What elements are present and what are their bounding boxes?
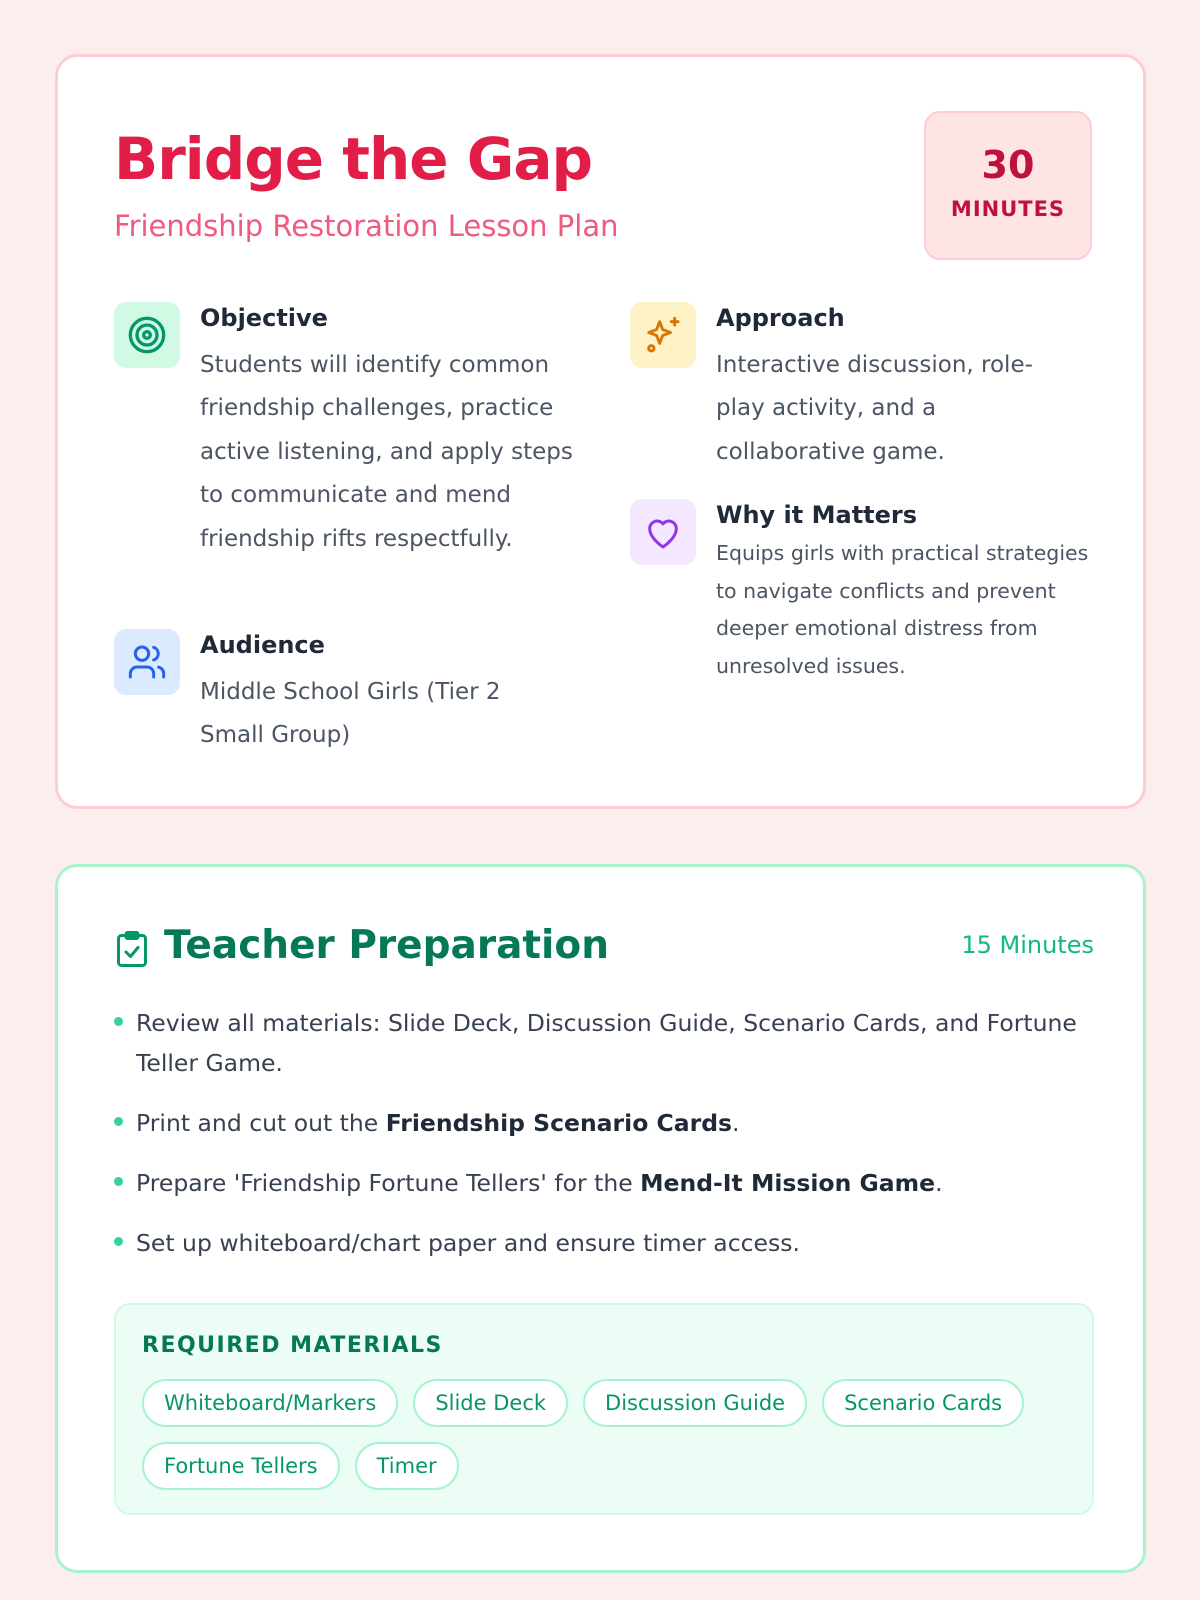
target-icon: [114, 302, 180, 368]
preparation-time: 15 Minutes: [961, 931, 1094, 959]
why-it-matters-text: Equips girls with practical strategies to navigate conflicts and prevent deeper emotional distress from unresolved issues.: [716, 541, 1089, 679]
material-chip: Fortune Tellers: [142, 1442, 340, 1490]
list-item: Print and cut out the Friendship Scenario Cards.: [114, 1103, 1094, 1143]
materials-chips: [142, 1379, 1072, 1490]
why-it-matters-label: Why it Matters: [716, 501, 918, 529]
duration-unit: MINUTES: [950, 197, 1066, 221]
teacher-preparation-card: [55, 864, 1146, 1573]
audience-text: Middle School Girls (Tier 2 Small Group): [200, 679, 501, 749]
duration-badge: [924, 111, 1092, 260]
materials-title: REQUIRED MATERIALS: [142, 1333, 443, 1358]
required-materials-box: [114, 1303, 1094, 1515]
material-chip: Timer: [355, 1442, 459, 1490]
preparation-list: [114, 1003, 1094, 1283]
material-chip: Discussion Guide: [583, 1379, 807, 1427]
preparation-header: [114, 919, 1094, 979]
sparkles-icon: [630, 302, 696, 368]
lesson-overview-card: [55, 54, 1146, 809]
material-chip: Scenario Cards: [822, 1379, 1024, 1427]
preparation-title: Teacher Preparation: [164, 923, 609, 968]
heart-icon: [630, 499, 696, 565]
objective-label: Objective: [200, 304, 328, 332]
list-item: Review all materials: Slide Deck, Discussion Guide, Scenario Cards, and Fortune Teller Game.: [114, 1003, 1094, 1083]
audience-label: Audience: [200, 631, 325, 659]
page-subtitle: Friendship Restoration Lesson Plan: [114, 209, 619, 243]
list-item: Prepare 'Friendship Fortune Tellers' for the Mend-It Mission Game.: [114, 1163, 1094, 1203]
page-title: Bridge the Gap: [114, 125, 593, 193]
list-item: Set up whiteboard/chart paper and ensure timer access.: [114, 1223, 1094, 1263]
material-chip: Slide Deck: [413, 1379, 568, 1427]
material-chip: Whiteboard/Markers: [142, 1379, 398, 1427]
users-icon: [114, 629, 180, 695]
duration-number: 30: [981, 143, 1035, 187]
approach-label: Approach: [716, 304, 845, 332]
approach-text: Interactive discussion, role-play activity, and a collaborative game.: [716, 352, 1033, 465]
objective-text: Students will identify common friendship challenges, practice active listening, and apply steps to communicate and mend friendship rifts respectfully.: [200, 352, 573, 552]
clipboard-check-icon: [114, 929, 150, 973]
